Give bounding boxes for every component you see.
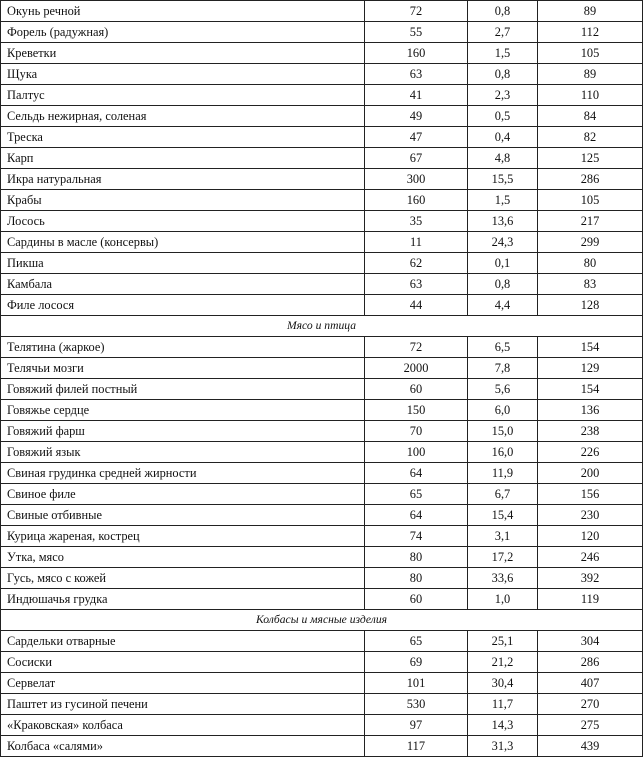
value-cell-1: 60 [365, 379, 468, 400]
value-cell-2: 16,0 [468, 442, 538, 463]
value-cell-1: 150 [365, 400, 468, 421]
food-name-cell: Форель (радужная) [1, 22, 365, 43]
food-name-cell: Свиное филе [1, 484, 365, 505]
value-cell-2: 0,4 [468, 127, 538, 148]
value-cell-3: 217 [538, 211, 643, 232]
table-row [1, 442, 643, 463]
food-name-cell: Креветки [1, 43, 365, 64]
value-cell-3: 120 [538, 526, 643, 547]
food-name-cell: Филе лосося [1, 295, 365, 316]
food-name-cell: Крабы [1, 190, 365, 211]
value-cell-3: 125 [538, 148, 643, 169]
value-cell-1: 60 [365, 589, 468, 610]
value-cell-2: 0,1 [468, 253, 538, 274]
table-row [1, 736, 643, 757]
value-cell-2: 0,8 [468, 1, 538, 22]
value-cell-2: 1,5 [468, 43, 538, 64]
table-row [1, 631, 643, 652]
table-row [1, 127, 643, 148]
value-cell-1: 63 [365, 64, 468, 85]
value-cell-3: 110 [538, 85, 643, 106]
food-name-cell: Курица жареная, кострец [1, 526, 365, 547]
value-cell-3: 154 [538, 337, 643, 358]
value-cell-1: 101 [365, 673, 468, 694]
value-cell-3: 156 [538, 484, 643, 505]
value-cell-3: 105 [538, 190, 643, 211]
food-name-cell: Говяжий язык [1, 442, 365, 463]
value-cell-1: 62 [365, 253, 468, 274]
value-cell-1: 100 [365, 442, 468, 463]
table-row [1, 232, 643, 253]
value-cell-3: 89 [538, 64, 643, 85]
value-cell-2: 21,2 [468, 652, 538, 673]
value-cell-2: 11,9 [468, 463, 538, 484]
value-cell-1: 72 [365, 337, 468, 358]
table-row [1, 673, 643, 694]
value-cell-1: 74 [365, 526, 468, 547]
food-name-cell: Камбала [1, 274, 365, 295]
food-name-cell: Говяжий фарш [1, 421, 365, 442]
value-cell-3: 230 [538, 505, 643, 526]
food-name-cell: Говяжий филей постный [1, 379, 365, 400]
value-cell-1: 69 [365, 652, 468, 673]
value-cell-1: 55 [365, 22, 468, 43]
food-name-cell: «Краковская» колбаса [1, 715, 365, 736]
value-cell-3: 128 [538, 295, 643, 316]
table-row [1, 211, 643, 232]
value-cell-2: 6,0 [468, 400, 538, 421]
value-cell-3: 299 [538, 232, 643, 253]
food-name-cell: Треска [1, 127, 365, 148]
table-row [1, 190, 643, 211]
value-cell-1: 2000 [365, 358, 468, 379]
food-name-cell: Окунь речной [1, 1, 365, 22]
value-cell-2: 4,8 [468, 148, 538, 169]
value-cell-3: 136 [538, 400, 643, 421]
food-name-cell: Палтус [1, 85, 365, 106]
value-cell-1: 67 [365, 148, 468, 169]
food-name-cell: Сосиски [1, 652, 365, 673]
value-cell-3: 119 [538, 589, 643, 610]
food-name-cell: Свиные отбивные [1, 505, 365, 526]
food-name-cell: Телячьи мозги [1, 358, 365, 379]
value-cell-3: 154 [538, 379, 643, 400]
value-cell-3: 439 [538, 736, 643, 757]
value-cell-1: 47 [365, 127, 468, 148]
table-row [1, 589, 643, 610]
value-cell-1: 80 [365, 568, 468, 589]
value-cell-2: 1,5 [468, 190, 538, 211]
table-row [1, 148, 643, 169]
value-cell-3: 83 [538, 274, 643, 295]
table-row [1, 400, 643, 421]
food-name-cell: Колбаса «салями» [1, 736, 365, 757]
value-cell-2: 5,6 [468, 379, 538, 400]
value-cell-1: 300 [365, 169, 468, 190]
value-cell-3: 407 [538, 673, 643, 694]
value-cell-1: 72 [365, 1, 468, 22]
value-cell-2: 2,3 [468, 85, 538, 106]
food-name-cell: Сардины в масле (консервы) [1, 232, 365, 253]
value-cell-3: 200 [538, 463, 643, 484]
value-cell-3: 80 [538, 253, 643, 274]
food-name-cell: Свиная грудинка средней жирности [1, 463, 365, 484]
value-cell-1: 160 [365, 190, 468, 211]
table-row [1, 694, 643, 715]
food-name-cell: Пикша [1, 253, 365, 274]
value-cell-1: 35 [365, 211, 468, 232]
table-row [1, 85, 643, 106]
value-cell-1: 97 [365, 715, 468, 736]
value-cell-1: 160 [365, 43, 468, 64]
value-cell-1: 117 [365, 736, 468, 757]
value-cell-3: 246 [538, 547, 643, 568]
table-row [1, 169, 643, 190]
value-cell-1: 65 [365, 631, 468, 652]
section-header-row [1, 610, 643, 631]
value-cell-3: 105 [538, 43, 643, 64]
value-cell-2: 31,3 [468, 736, 538, 757]
value-cell-1: 64 [365, 505, 468, 526]
food-name-cell: Сардельки отварные [1, 631, 365, 652]
food-name-cell: Карп [1, 148, 365, 169]
food-name-cell: Щука [1, 64, 365, 85]
value-cell-3: 82 [538, 127, 643, 148]
section-title: Колбасы и мясные изделия [1, 610, 643, 631]
value-cell-2: 33,6 [468, 568, 538, 589]
table-row [1, 463, 643, 484]
food-name-cell: Сельдь нежирная, соленая [1, 106, 365, 127]
value-cell-3: 275 [538, 715, 643, 736]
value-cell-3: 238 [538, 421, 643, 442]
value-cell-2: 17,2 [468, 547, 538, 568]
table-row [1, 64, 643, 85]
food-name-cell: Говяжье сердце [1, 400, 365, 421]
food-name-cell: Утка, мясо [1, 547, 365, 568]
value-cell-2: 13,6 [468, 211, 538, 232]
value-cell-2: 11,7 [468, 694, 538, 715]
table-row [1, 358, 643, 379]
table-row [1, 337, 643, 358]
table-row [1, 715, 643, 736]
section-header-row [1, 316, 643, 337]
section-title: Мясо и птица [1, 316, 643, 337]
table-row [1, 526, 643, 547]
value-cell-3: 84 [538, 106, 643, 127]
value-cell-2: 3,1 [468, 526, 538, 547]
value-cell-1: 49 [365, 106, 468, 127]
value-cell-2: 14,3 [468, 715, 538, 736]
value-cell-1: 63 [365, 274, 468, 295]
value-cell-1: 64 [365, 463, 468, 484]
table-row [1, 295, 643, 316]
food-name-cell: Телятина (жаркое) [1, 337, 365, 358]
value-cell-2: 25,1 [468, 631, 538, 652]
value-cell-3: 270 [538, 694, 643, 715]
value-cell-2: 1,0 [468, 589, 538, 610]
value-cell-3: 304 [538, 631, 643, 652]
value-cell-2: 24,3 [468, 232, 538, 253]
value-cell-2: 15,4 [468, 505, 538, 526]
value-cell-2: 6,5 [468, 337, 538, 358]
value-cell-1: 41 [365, 85, 468, 106]
value-cell-3: 226 [538, 442, 643, 463]
table-row [1, 568, 643, 589]
table-row [1, 505, 643, 526]
table-row [1, 652, 643, 673]
value-cell-1: 530 [365, 694, 468, 715]
value-cell-3: 112 [538, 22, 643, 43]
food-name-cell: Икра натуральная [1, 169, 365, 190]
value-cell-3: 129 [538, 358, 643, 379]
value-cell-1: 80 [365, 547, 468, 568]
value-cell-1: 70 [365, 421, 468, 442]
value-cell-2: 7,8 [468, 358, 538, 379]
food-name-cell: Индюшачья грудка [1, 589, 365, 610]
table-row [1, 484, 643, 505]
value-cell-2: 0,5 [468, 106, 538, 127]
table-row [1, 274, 643, 295]
table-row [1, 22, 643, 43]
food-name-cell: Паштет из гусиной печени [1, 694, 365, 715]
table-row [1, 43, 643, 64]
value-cell-3: 286 [538, 169, 643, 190]
value-cell-3: 392 [538, 568, 643, 589]
value-cell-1: 11 [365, 232, 468, 253]
value-cell-2: 6,7 [468, 484, 538, 505]
value-cell-2: 0,8 [468, 64, 538, 85]
value-cell-2: 4,4 [468, 295, 538, 316]
table-row [1, 379, 643, 400]
value-cell-1: 65 [365, 484, 468, 505]
table-body [1, 1, 643, 757]
food-name-cell: Лосось [1, 211, 365, 232]
table-row [1, 1, 643, 22]
food-name-cell: Сервелат [1, 673, 365, 694]
food-name-cell: Гусь, мясо с кожей [1, 568, 365, 589]
table-row [1, 253, 643, 274]
value-cell-3: 89 [538, 1, 643, 22]
value-cell-2: 0,8 [468, 274, 538, 295]
value-cell-2: 15,5 [468, 169, 538, 190]
table-row [1, 421, 643, 442]
value-cell-2: 15,0 [468, 421, 538, 442]
value-cell-1: 44 [365, 295, 468, 316]
table-row [1, 547, 643, 568]
value-cell-2: 2,7 [468, 22, 538, 43]
value-cell-3: 286 [538, 652, 643, 673]
table-row [1, 106, 643, 127]
value-cell-2: 30,4 [468, 673, 538, 694]
